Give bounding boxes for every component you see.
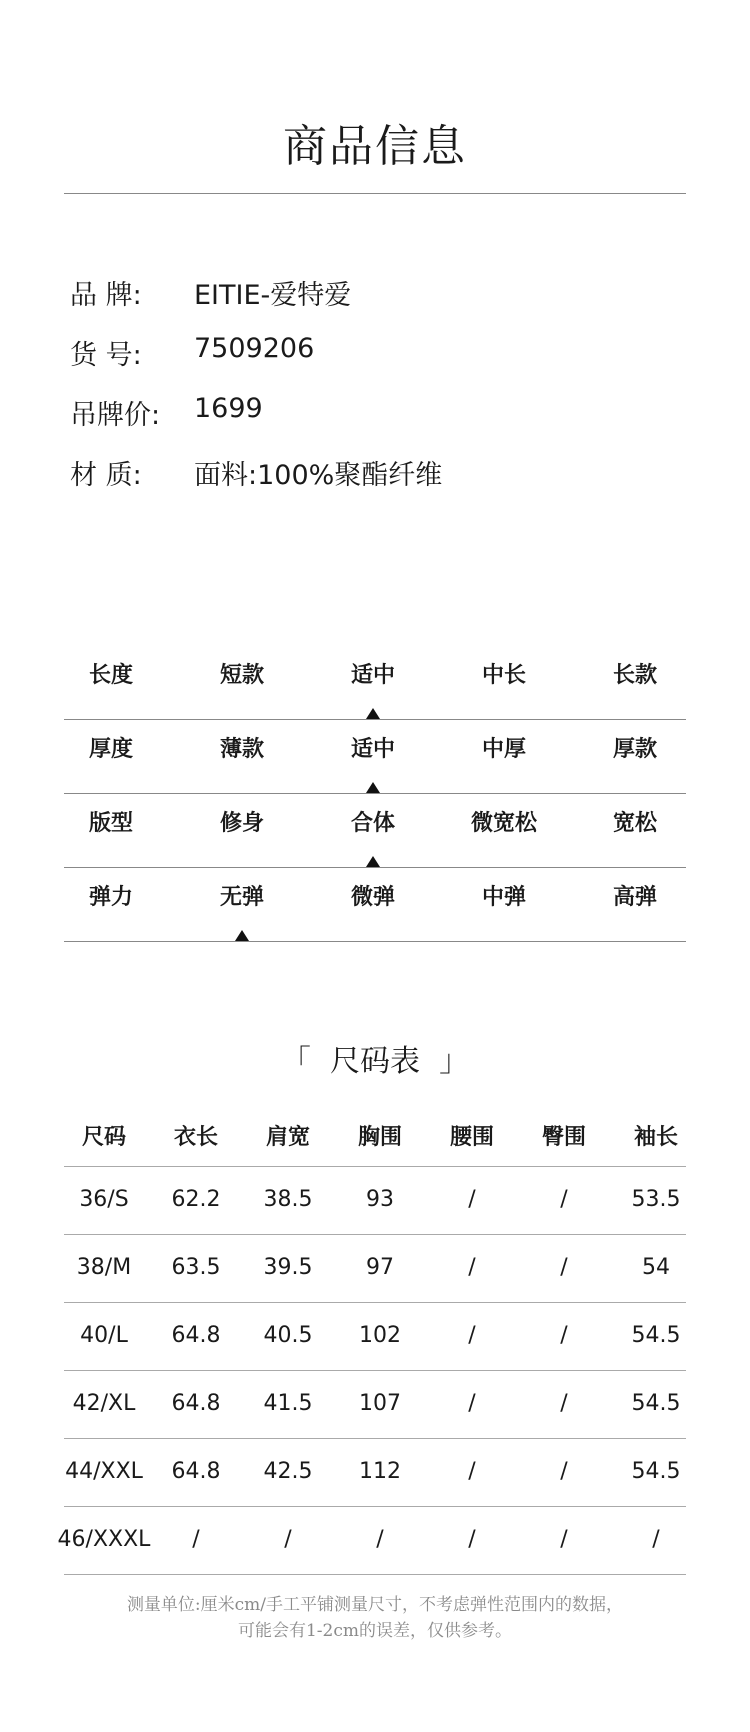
table-cell: 53.5 bbox=[631, 1187, 681, 1212]
table-cell: / bbox=[560, 1255, 568, 1280]
table-cell: 64.8 bbox=[171, 1323, 221, 1348]
attribute-option: 中长 bbox=[481, 663, 526, 688]
info-label: 品 牌: bbox=[70, 280, 142, 311]
table-cell: / bbox=[192, 1527, 200, 1552]
attribute-scale-table bbox=[64, 646, 686, 942]
attribute-name: 长度 bbox=[88, 663, 133, 688]
measurement-note bbox=[0, 1592, 750, 1644]
table-cell: / bbox=[560, 1527, 568, 1552]
info-value: 7509206 bbox=[194, 333, 315, 364]
attribute-option: 厚款 bbox=[612, 737, 657, 762]
table-cell: 39.5 bbox=[263, 1255, 313, 1280]
table-cell: / bbox=[468, 1255, 476, 1280]
table-cell: 54.5 bbox=[631, 1323, 681, 1348]
table-row bbox=[64, 1371, 686, 1439]
column-header: 衣长 bbox=[173, 1125, 218, 1150]
table-cell: 40.5 bbox=[263, 1323, 313, 1348]
table-cell: 42/XL bbox=[72, 1391, 136, 1416]
table-cell: / bbox=[560, 1391, 568, 1416]
table-cell: / bbox=[560, 1187, 568, 1212]
attribute-row bbox=[64, 794, 686, 868]
size-chart-title: 「 尺码表 」 bbox=[280, 1044, 470, 1079]
table-cell: 42.5 bbox=[263, 1459, 313, 1484]
selected-marker-icon bbox=[366, 856, 380, 867]
size-chart-table bbox=[57, 1106, 686, 1575]
attribute-option: 微弹 bbox=[350, 885, 395, 910]
attribute-name: 弹力 bbox=[88, 885, 133, 910]
column-header: 尺码 bbox=[81, 1125, 126, 1150]
attribute-option: 长款 bbox=[612, 663, 657, 688]
table-cell: / bbox=[284, 1527, 292, 1552]
info-label: 材 质: bbox=[70, 460, 142, 491]
table-cell: / bbox=[468, 1459, 476, 1484]
table-cell: 102 bbox=[359, 1323, 401, 1348]
attribute-option: 适中 bbox=[350, 737, 395, 762]
column-header: 肩宽 bbox=[265, 1125, 310, 1150]
column-header: 袖长 bbox=[633, 1125, 678, 1150]
attribute-name: 厚度 bbox=[88, 737, 133, 762]
table-row bbox=[57, 1507, 686, 1575]
table-cell: 93 bbox=[366, 1187, 394, 1212]
table-row bbox=[64, 1235, 686, 1303]
table-cell: / bbox=[652, 1527, 660, 1552]
info-label: 货 号: bbox=[70, 340, 142, 371]
attribute-name: 版型 bbox=[88, 811, 133, 836]
table-cell: 40/L bbox=[80, 1323, 128, 1348]
column-header: 腰围 bbox=[449, 1125, 494, 1150]
info-value: 1699 bbox=[194, 393, 263, 424]
table-cell: 112 bbox=[359, 1459, 401, 1484]
table-cell: 38/M bbox=[76, 1255, 132, 1280]
attribute-option: 无弹 bbox=[219, 885, 264, 910]
table-cell: / bbox=[468, 1187, 476, 1212]
table-cell: 63.5 bbox=[171, 1255, 221, 1280]
table-cell: 44/XXL bbox=[65, 1459, 143, 1484]
table-cell: / bbox=[376, 1527, 384, 1552]
title-divider bbox=[64, 193, 686, 194]
info-value: 面料:100%聚酯纤维 bbox=[194, 460, 443, 491]
table-cell: / bbox=[560, 1459, 568, 1484]
table-row bbox=[64, 1303, 686, 1371]
attribute-option: 宽松 bbox=[612, 811, 657, 836]
table-cell: 64.8 bbox=[171, 1459, 221, 1484]
attribute-option: 适中 bbox=[350, 663, 395, 688]
table-cell: 54.5 bbox=[631, 1459, 681, 1484]
table-cell: 97 bbox=[366, 1255, 394, 1280]
selected-marker-icon bbox=[366, 782, 380, 793]
attribute-option: 合体 bbox=[350, 811, 395, 836]
selected-marker-icon bbox=[235, 930, 249, 941]
attribute-option: 薄款 bbox=[219, 737, 264, 762]
table-cell: / bbox=[468, 1527, 476, 1552]
table-cell: / bbox=[468, 1323, 476, 1348]
attribute-option: 中厚 bbox=[481, 737, 526, 762]
column-header: 胸围 bbox=[357, 1125, 402, 1150]
attribute-option: 修身 bbox=[219, 811, 264, 836]
info-value: EITIE-爱特爱 bbox=[194, 280, 352, 311]
table-cell: 54.5 bbox=[631, 1391, 681, 1416]
table-cell: 41.5 bbox=[263, 1391, 313, 1416]
attribute-row bbox=[64, 646, 686, 720]
table-cell: 64.8 bbox=[171, 1391, 221, 1416]
attribute-option: 微宽松 bbox=[470, 811, 537, 836]
attribute-row bbox=[64, 720, 686, 794]
attribute-row bbox=[64, 868, 686, 942]
table-cell: 38.5 bbox=[263, 1187, 313, 1212]
table-cell: 54 bbox=[642, 1255, 670, 1280]
attribute-option: 高弹 bbox=[612, 885, 657, 910]
table-cell: / bbox=[468, 1391, 476, 1416]
table-cell: 62.2 bbox=[171, 1187, 221, 1212]
column-header: 臀围 bbox=[541, 1125, 586, 1150]
table-cell: 107 bbox=[359, 1391, 401, 1416]
page-title: 商品信息 bbox=[283, 121, 467, 172]
attribute-option: 短款 bbox=[219, 663, 264, 688]
info-label: 吊牌价: bbox=[70, 400, 161, 431]
table-cell: 36/S bbox=[79, 1187, 129, 1212]
note-line: 可能会有1-2cm的误差，仅供参考。 bbox=[237, 1621, 513, 1641]
table-cell: 46/XXXL bbox=[57, 1527, 151, 1552]
table-row bbox=[64, 1439, 686, 1507]
selected-marker-icon bbox=[366, 708, 380, 719]
attribute-option: 中弹 bbox=[481, 885, 526, 910]
table-header-row bbox=[64, 1106, 686, 1167]
table-cell: / bbox=[560, 1323, 568, 1348]
note-line: 测量单位:厘米cm/手工平铺测量尺寸，不考虑弹性范围内的数据， bbox=[126, 1595, 624, 1615]
table-row bbox=[64, 1167, 686, 1235]
